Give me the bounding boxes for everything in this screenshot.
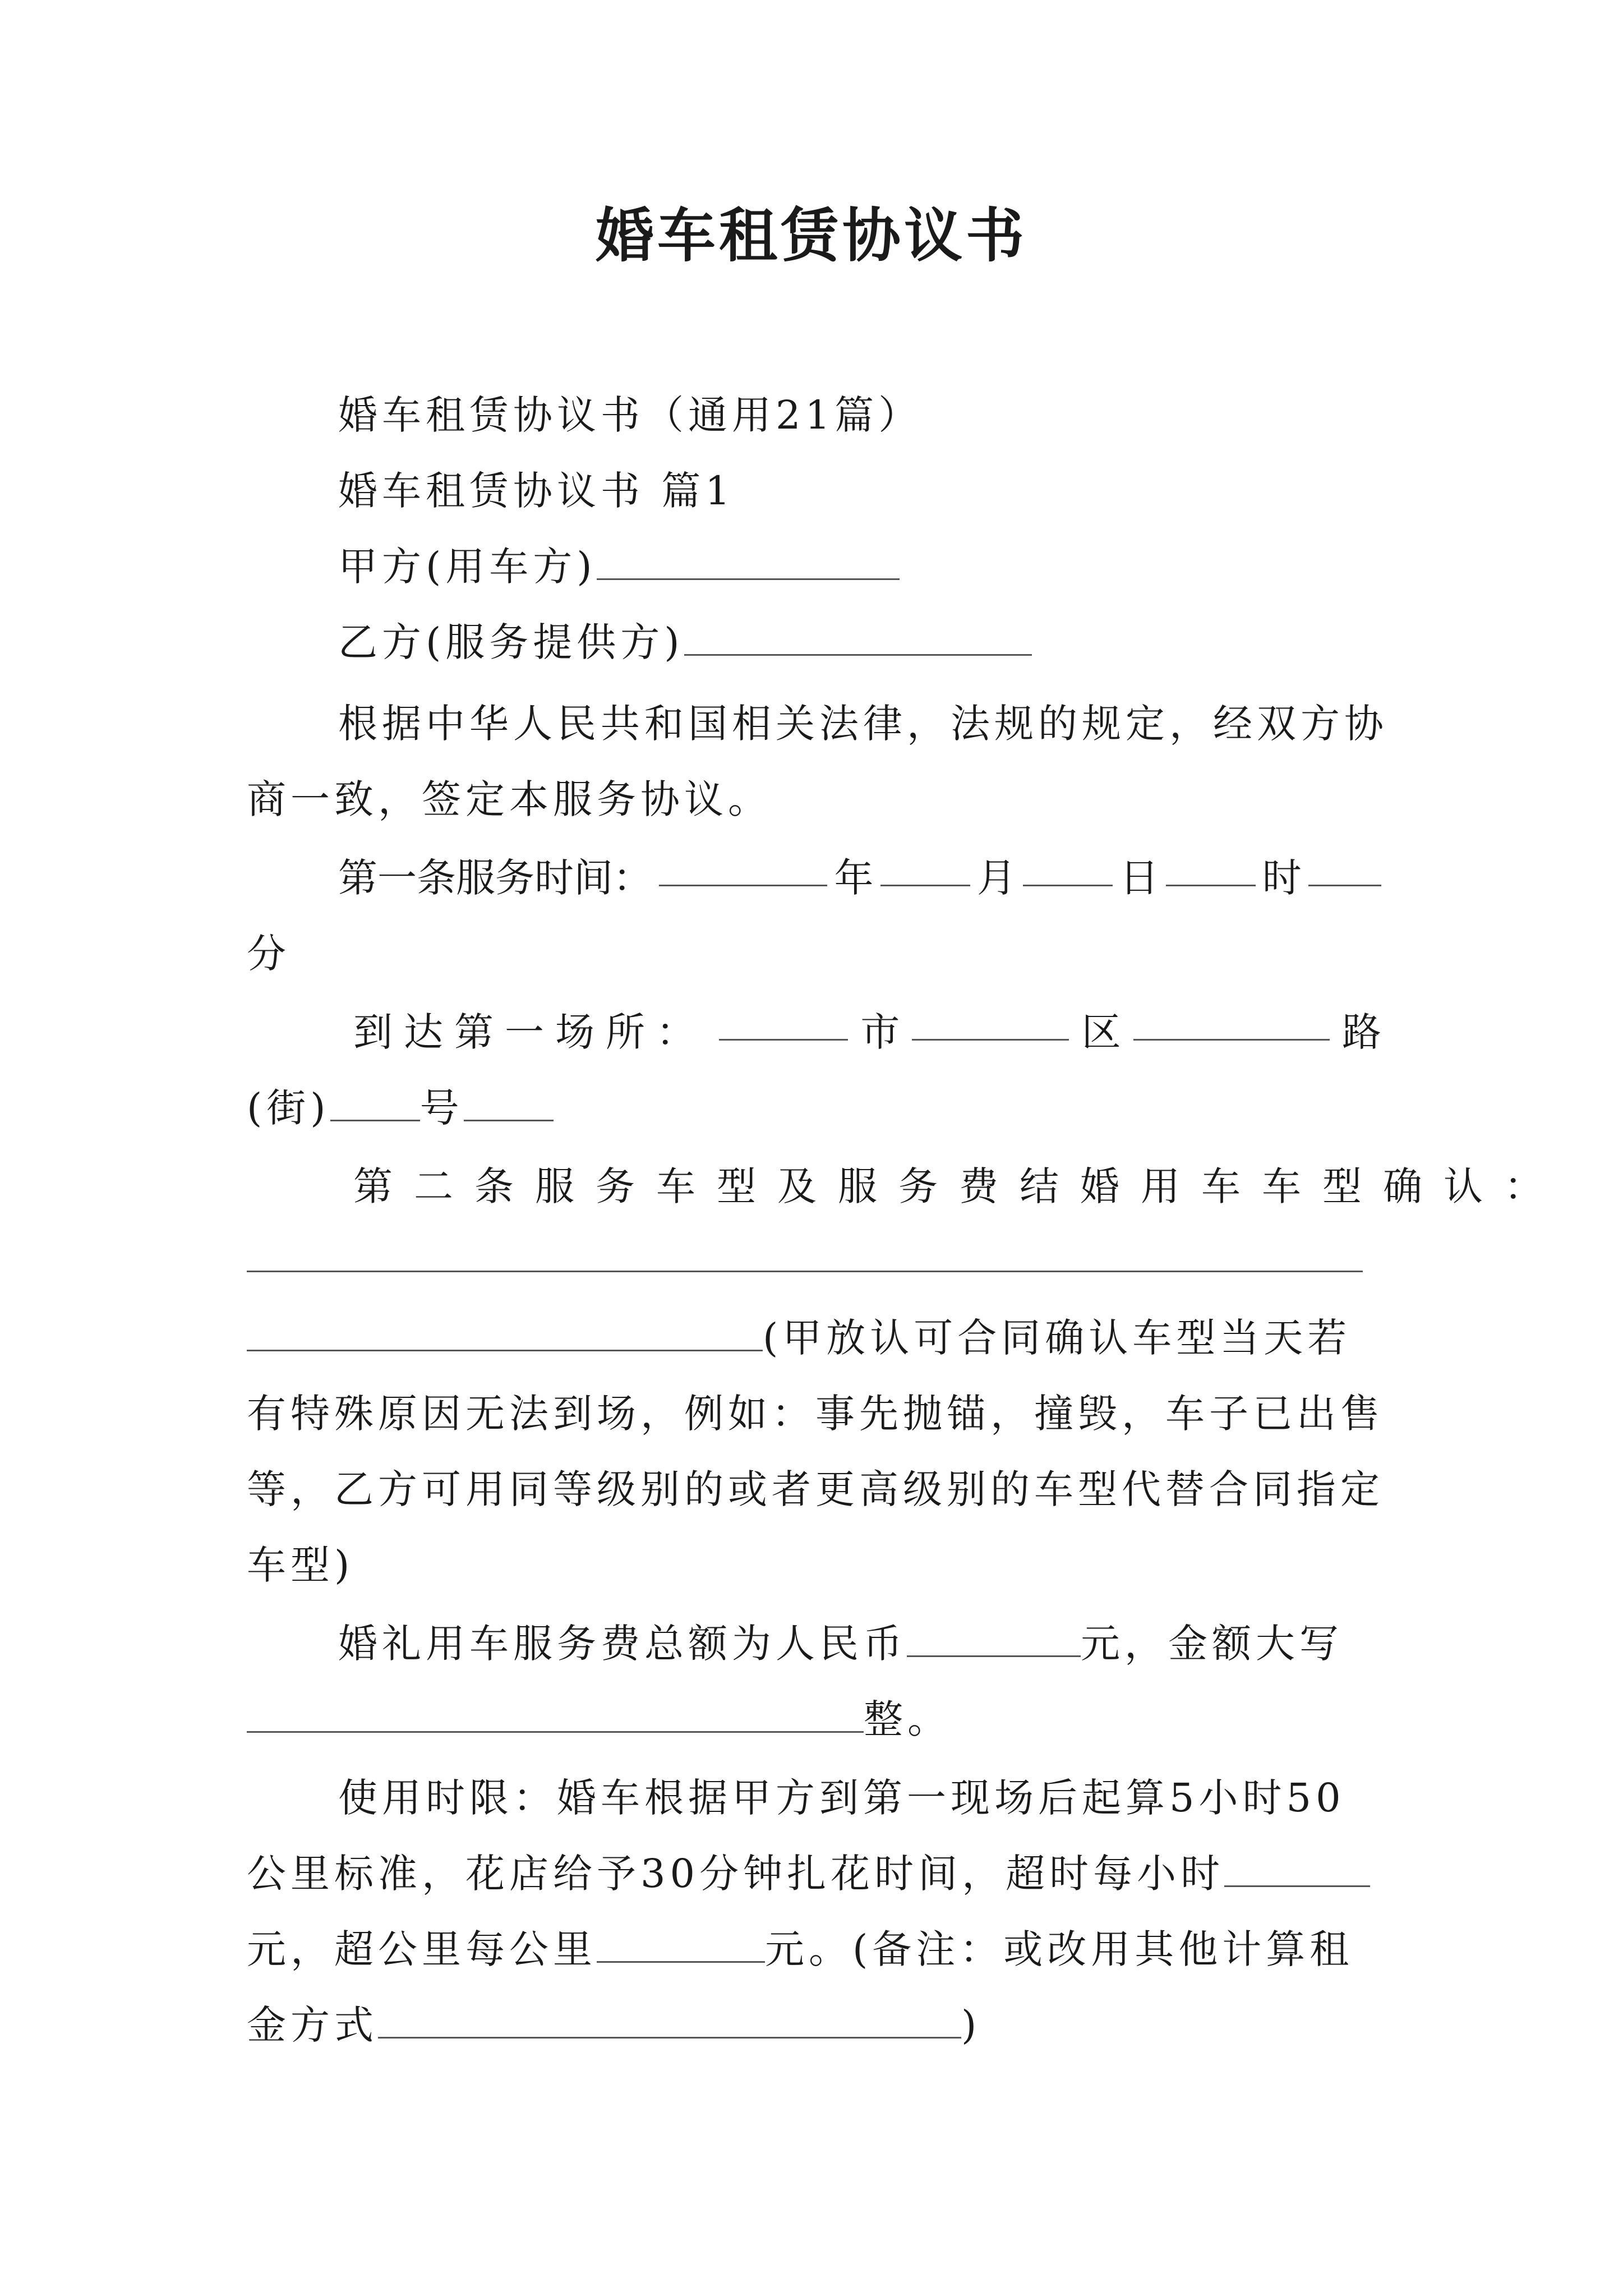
intro-line-1: 根据中华人民共和国相关法律，法规的规定，经双方协 (338, 701, 1388, 747)
city-label: 市 (860, 1009, 900, 1055)
year-label: 年 (834, 855, 874, 901)
document-title: 婚车租赁协议书 (595, 201, 1027, 270)
vehicle-note-1: (甲放认可合同确认车型当天若 (763, 1315, 1352, 1361)
fee-label: 婚礼用车服务费总额为人民币 (338, 1621, 907, 1667)
vehicle-note-line-4: 车型) (247, 1542, 354, 1588)
overtime-fee-blank (1224, 1851, 1370, 1887)
district-label: 区 (1081, 1009, 1121, 1055)
service-time-line (338, 850, 1381, 906)
year-blank (659, 850, 827, 886)
minute-label: 分 (247, 931, 291, 977)
vehicle-note-line-3: 等，乙方可用同等级别的或者更高级别的车型代替合同指定 (247, 1466, 1384, 1512)
road-blank (1133, 1004, 1330, 1041)
party-b-blank (684, 619, 1032, 656)
usage-text-3b: 元。(备注：或改用其他计算租 (765, 1926, 1354, 1972)
party-a-blank (597, 544, 900, 580)
vehicle-type-heading: 第二条服务车型及服务费结婚用车车型确认： (353, 1163, 1565, 1209)
party-b-label: 乙方(服务提供方) (338, 619, 684, 665)
intro-line-2: 商一致，签定本服务协议。 (247, 776, 772, 822)
section-heading: 婚车租赁协议书 篇1 (338, 468, 735, 514)
usage-text-3a: 元，超公里每公里 (247, 1926, 597, 1972)
party-a-line (338, 539, 900, 595)
other-method-blank (378, 2002, 961, 2039)
arrival-label: 到达第一场所： (353, 1009, 707, 1055)
fee-capital-label: 元，金额大写 (1081, 1621, 1343, 1667)
vehicle-note-line-1 (247, 1310, 1351, 1366)
vehicle-note-line-2: 有特殊原因无法到场，例如：事先抛锚，撞毁，车子已出售 (247, 1391, 1384, 1437)
usage-text-4b: ) (961, 2002, 981, 2048)
usage-line-1: 使用时限：婚车根据甲方到第一现场后起算5小时50 (338, 1775, 1345, 1821)
usage-text-2: 公里标准，花店给予30分钟扎花时间，超时每小时 (247, 1851, 1225, 1897)
street-blank (330, 1085, 420, 1121)
vehicle-type-blank-1 (247, 1271, 1363, 1272)
road-label: 路 (1341, 1009, 1381, 1055)
overkm-fee-blank (597, 1926, 765, 1963)
fee-capital-blank (247, 1696, 864, 1733)
usage-line-4 (247, 1997, 981, 2053)
service-time-label: 第一条服务时间： (338, 855, 652, 901)
street-line (247, 1080, 554, 1136)
usage-line-3 (247, 1921, 1353, 1977)
fee-end-label: 整。 (864, 1696, 951, 1742)
hour-blank (1166, 850, 1256, 886)
number-blank (464, 1085, 554, 1121)
number-label: 号 (419, 1085, 464, 1131)
subtitle: 婚车租赁协议书（通用21篇） (338, 392, 923, 438)
street-label: (街) (247, 1085, 330, 1131)
fee-line-1 (338, 1616, 1343, 1672)
party-b-line (338, 614, 1032, 670)
usage-line-2 (247, 1846, 1370, 1902)
month-label: 月 (976, 855, 1016, 901)
day-label: 日 (1119, 855, 1159, 901)
usage-text-4a: 金方式 (247, 2002, 378, 2048)
fee-amount-blank (907, 1621, 1081, 1657)
minute-blank (1308, 850, 1381, 886)
city-blank (719, 1004, 848, 1041)
arrival-line (353, 1004, 1381, 1060)
day-blank (1023, 850, 1113, 886)
party-a-label: 甲方(用车方) (338, 544, 597, 590)
hour-label: 时 (1262, 855, 1302, 901)
fee-line-2 (247, 1691, 951, 1747)
month-blank (880, 850, 970, 886)
district-blank (912, 1004, 1069, 1041)
vehicle-type-blank-2 (247, 1315, 763, 1351)
